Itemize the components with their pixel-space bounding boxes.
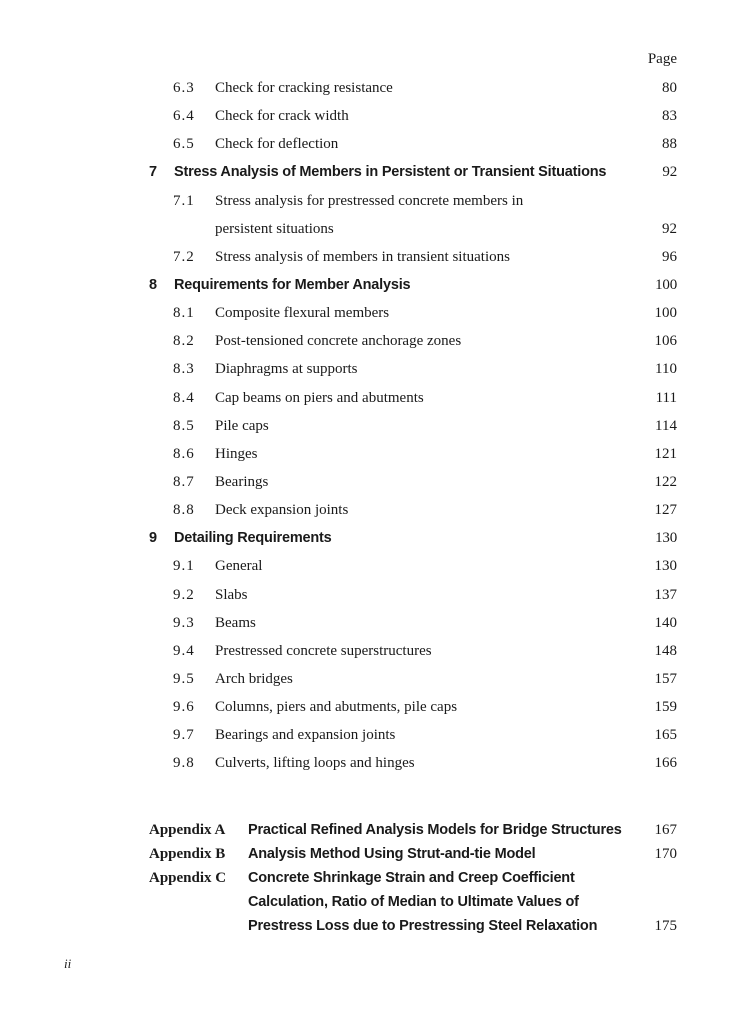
toc-page: 88 bbox=[662, 136, 677, 153]
toc-number: 8.8 bbox=[173, 502, 195, 519]
appendix-page: 167 bbox=[654, 822, 677, 838]
appendix-row bbox=[0, 914, 750, 938]
toc-number: 7.2 bbox=[173, 248, 195, 265]
toc-number: 8.7 bbox=[173, 473, 195, 490]
toc-section-row[interactable] bbox=[0, 355, 750, 383]
toc-title: Culverts, lifting loops and hinges bbox=[215, 755, 415, 772]
toc-number: 9.1 bbox=[173, 558, 195, 575]
toc-number: 8.6 bbox=[173, 445, 195, 462]
appendix-title: Prestress Loss due to Prestressing Steel Relaxation bbox=[248, 918, 598, 934]
toc-page: 157 bbox=[654, 670, 677, 687]
toc-section-row[interactable] bbox=[0, 749, 750, 777]
toc-title: General bbox=[215, 558, 263, 575]
appendix-label: Appendix B bbox=[149, 846, 226, 862]
toc-title: Stress analysis for prestressed concrete members in bbox=[215, 192, 524, 209]
toc-title: Bearings and expansion joints bbox=[215, 727, 396, 744]
toc-number: 7.1 bbox=[173, 192, 195, 209]
toc-section-row[interactable] bbox=[0, 243, 750, 271]
appendix-row[interactable] bbox=[0, 866, 750, 890]
toc-page: 166 bbox=[654, 755, 677, 772]
appendix-row[interactable] bbox=[0, 842, 750, 866]
appendix-row bbox=[0, 890, 750, 914]
toc-title: Pile caps bbox=[215, 417, 269, 434]
toc-number: 8.3 bbox=[173, 361, 195, 378]
toc-title: Cap beams on piers and abutments bbox=[215, 389, 424, 406]
toc-title: Columns, piers and abutments, pile caps bbox=[215, 699, 458, 716]
toc-title: Requirements for Member Analysis bbox=[174, 276, 411, 293]
toc-page: 114 bbox=[655, 417, 677, 434]
toc-title: Check for cracking resistance bbox=[215, 80, 393, 96]
toc-section-row[interactable] bbox=[0, 384, 750, 412]
toc-number: 6.3 bbox=[173, 80, 195, 96]
toc-title: Detailing Requirements bbox=[174, 530, 332, 547]
appendix-row[interactable] bbox=[0, 818, 750, 842]
toc-section-row[interactable] bbox=[0, 581, 750, 609]
toc-page: 92 bbox=[662, 164, 677, 181]
toc-number: 9.3 bbox=[173, 614, 195, 631]
toc-title: Slabs bbox=[215, 586, 248, 603]
toc-page: 159 bbox=[654, 699, 677, 716]
toc-chapter-row[interactable] bbox=[0, 524, 750, 552]
toc-title: Arch bridges bbox=[215, 670, 293, 687]
toc-number: 9.8 bbox=[173, 755, 195, 772]
toc-page: 140 bbox=[654, 614, 677, 631]
toc-section-row[interactable] bbox=[0, 496, 750, 524]
toc-title: Diaphragms at supports bbox=[215, 361, 358, 378]
toc-section-row[interactable] bbox=[0, 215, 750, 243]
toc-page: 83 bbox=[662, 108, 677, 125]
appendix-title: Calculation, Ratio of Median to Ultimate Values of bbox=[248, 894, 579, 910]
toc-title: Stress analysis of members in transient situations bbox=[215, 248, 510, 265]
appendix-page: 170 bbox=[654, 846, 677, 862]
toc-page: 130 bbox=[654, 558, 677, 575]
toc-page: 121 bbox=[654, 445, 677, 462]
toc-section-row[interactable] bbox=[0, 299, 750, 327]
toc-number: 9 bbox=[149, 530, 158, 547]
toc-page: 165 bbox=[654, 727, 677, 744]
toc-title: Beams bbox=[215, 614, 256, 631]
toc-title: Bearings bbox=[215, 473, 269, 490]
toc-page: 127 bbox=[654, 502, 677, 519]
toc-section-row[interactable] bbox=[0, 665, 750, 693]
toc-number: 6.5 bbox=[173, 136, 195, 153]
appendix-title: Practical Refined Analysis Models for Bridge Structures bbox=[248, 822, 622, 838]
toc-number: 8.2 bbox=[173, 333, 195, 350]
appendix-page: 175 bbox=[654, 918, 677, 934]
appendix-title: Concrete Shrinkage Strain and Creep Coefficient bbox=[248, 870, 575, 886]
toc-number: 8.5 bbox=[173, 417, 195, 434]
toc-page: 130 bbox=[655, 530, 677, 547]
toc-page: 148 bbox=[654, 642, 677, 659]
toc-page: 96 bbox=[662, 248, 677, 265]
toc-section-row[interactable] bbox=[0, 412, 750, 440]
toc-section-row[interactable] bbox=[0, 693, 750, 721]
table-of-contents bbox=[0, 74, 750, 778]
toc-section-row[interactable] bbox=[0, 637, 750, 665]
toc-page: 111 bbox=[655, 389, 677, 406]
toc-section-row[interactable] bbox=[0, 74, 750, 102]
appendix-label: Appendix C bbox=[149, 870, 227, 886]
toc-title: Check for deflection bbox=[215, 136, 339, 153]
toc-page: 110 bbox=[655, 361, 677, 378]
toc-section-row[interactable] bbox=[0, 102, 750, 130]
toc-number: 8.4 bbox=[173, 389, 195, 406]
toc-page: 137 bbox=[654, 586, 677, 603]
toc-section-row[interactable] bbox=[0, 468, 750, 496]
toc-number: 9.2 bbox=[173, 586, 195, 603]
appendix-label: Appendix A bbox=[149, 822, 226, 838]
toc-section-row[interactable] bbox=[0, 187, 750, 215]
toc-page: 106 bbox=[654, 333, 677, 350]
toc-title: Prestressed concrete superstructures bbox=[215, 642, 432, 659]
toc-section-row[interactable] bbox=[0, 327, 750, 355]
toc-title: Check for crack width bbox=[215, 108, 349, 125]
toc-number: 7 bbox=[149, 164, 158, 181]
toc-section-row[interactable] bbox=[0, 552, 750, 580]
toc-title: Stress Analysis of Members in Persistent or Transient Situations bbox=[174, 164, 607, 181]
toc-title: Deck expansion joints bbox=[215, 502, 349, 519]
toc-number: 6.4 bbox=[173, 108, 195, 125]
toc-number: 9.6 bbox=[173, 699, 195, 716]
toc-number: 9.7 bbox=[173, 727, 195, 744]
toc-page: 80 bbox=[662, 80, 677, 96]
toc-chapter-row[interactable] bbox=[0, 271, 750, 299]
toc-section-row[interactable] bbox=[0, 440, 750, 468]
toc-title: Hinges bbox=[215, 445, 258, 462]
toc-number: 9.5 bbox=[173, 670, 195, 687]
toc-title: Post-tensioned concrete anchorage zones bbox=[215, 333, 462, 350]
toc-number: 9.4 bbox=[173, 642, 195, 659]
toc-page: 92 bbox=[662, 220, 677, 237]
toc-page: 100 bbox=[655, 276, 677, 293]
toc-section-row[interactable] bbox=[0, 130, 750, 158]
toc-chapter-row[interactable] bbox=[0, 158, 750, 186]
page-number: ii bbox=[64, 956, 72, 971]
toc-number: 8 bbox=[149, 276, 158, 293]
appendix-title: Analysis Method Using Strut-and-tie Model bbox=[248, 846, 536, 862]
toc-title: persistent situations bbox=[215, 220, 334, 237]
toc-page: 122 bbox=[654, 473, 677, 490]
toc-number: 8.1 bbox=[173, 305, 195, 322]
toc-page: 100 bbox=[654, 305, 677, 322]
toc-section-row[interactable] bbox=[0, 721, 750, 749]
toc-title: Composite flexural members bbox=[215, 305, 390, 322]
toc-section-row[interactable] bbox=[0, 609, 750, 637]
page-column-heading: Page bbox=[647, 51, 677, 67]
appendix-list bbox=[0, 818, 750, 938]
